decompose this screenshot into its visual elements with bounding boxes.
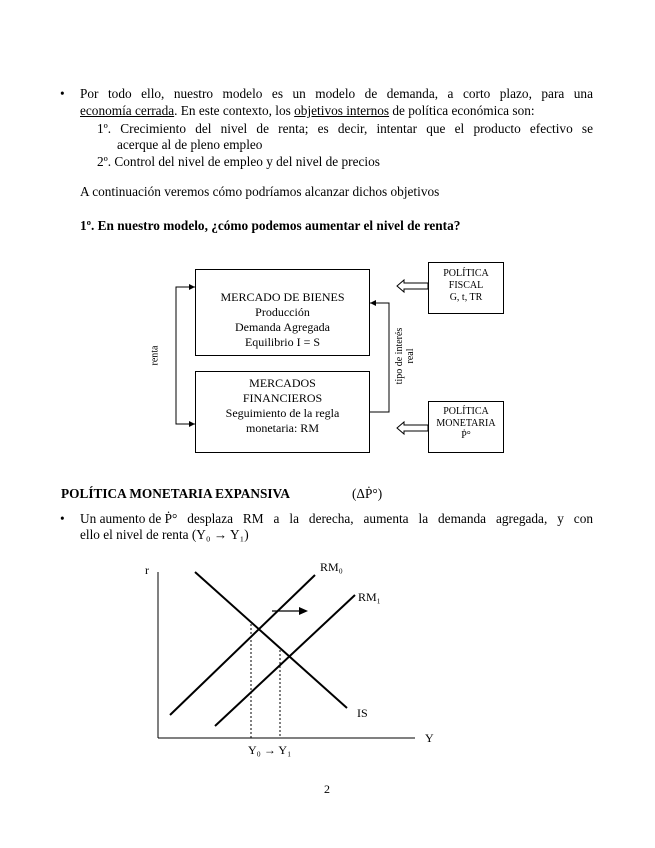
x-axis-label: Y — [425, 731, 434, 745]
bullet-dot: • — [60, 86, 65, 101]
rm1-curve — [215, 595, 355, 726]
financial-line2: FINANCIEROS — [242, 391, 323, 405]
shift-label: Y₀ → Y₁ — [248, 743, 292, 757]
goods-market-line2: Producción — [255, 305, 310, 319]
monetary-line1: POLÍTICA — [443, 406, 489, 417]
bullet-dot-2: • — [60, 511, 65, 526]
shift-arrowhead — [299, 607, 308, 615]
goods-market-title: MERCADO DE BIENES — [220, 290, 345, 304]
page-number: 2 — [324, 782, 330, 796]
goods-market-line4: Equilibrio I = S — [244, 335, 321, 349]
item2: 2º. Control del nivel de empleo y del nivel de precios — [97, 154, 380, 169]
renta-label: renta — [149, 345, 161, 366]
section-bullet-part-a: Un aumento de — [80, 511, 165, 526]
rm1-label: RM₁ — [358, 590, 381, 604]
bullet1-line2-end: de política económica son: — [389, 103, 535, 118]
financial-line4: monetaria: RM — [246, 421, 319, 435]
rm0-label: RM₀ — [320, 560, 343, 574]
section-bullet-sym: Ṗ° — [164, 511, 178, 526]
fiscal-line1: POLÍTICA — [443, 268, 489, 279]
section-bullet-part-b: desplaza RM a la derecha, aumenta la demanda agregada, y con — [177, 511, 593, 526]
is-curve — [195, 572, 347, 708]
tipo-interes-line1: tipo de interés — [394, 327, 405, 385]
underline-economia-cerrada: economía cerrada — [80, 103, 175, 118]
financial-line3: Seguimiento de la regla — [225, 406, 340, 420]
monetary-line3: Ṗ° — [461, 430, 471, 441]
tipo-interes-line2: real — [405, 348, 416, 364]
fiscal-line3: G, t, TR — [449, 292, 483, 303]
section-title: POLÍTICA MONETARIA EXPANSIVA — [61, 486, 291, 501]
monetary-line2: MONETARIA — [436, 418, 496, 429]
item1-line1: 1º. Crecimiento del nivel de renta; es decir, intentar que el producto efectivo se — [97, 121, 593, 136]
question-heading: 1º. En nuestro modelo, ¿cómo podemos aumentar el nivel de renta? — [80, 218, 461, 233]
goods-market-line3: Demanda Agregada — [235, 320, 330, 334]
underline-objetivos-internos: objetivos internos — [294, 103, 390, 118]
is-label: IS — [357, 706, 368, 720]
item1-line2: acerque al de pleno empleo — [117, 137, 263, 152]
continuation-text: A continuación veremos cómo podríamos alcanzar dichos objetivos — [80, 184, 440, 199]
section-bullet-line2: ello el nivel de renta (Y₀ → Y₁) — [80, 527, 249, 542]
bullet1-line1: Por todo ello, nuestro modelo es un modelo de demanda, a corto plazo, para una — [80, 86, 593, 101]
financial-line1: MERCADOS — [249, 376, 316, 390]
section-symbol: (ΔṖ°) — [352, 486, 383, 501]
bullet1-line2-mid: . En este contexto, los — [174, 103, 295, 118]
y-axis-label: r — [145, 563, 149, 577]
fiscal-line2: FISCAL — [448, 280, 484, 291]
rm0-curve — [170, 575, 315, 715]
